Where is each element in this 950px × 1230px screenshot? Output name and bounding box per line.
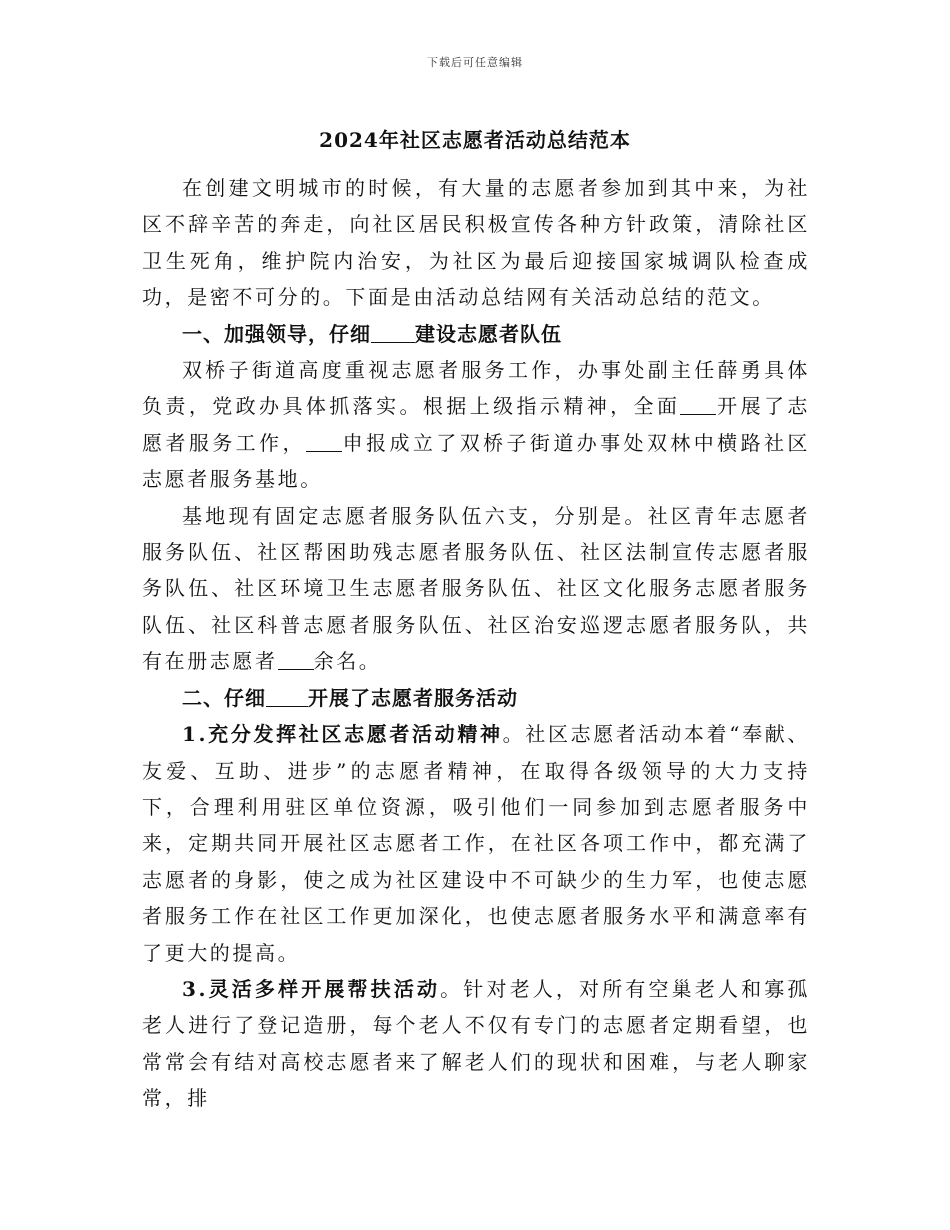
document-title: 2024年社区志愿者活动总结范本 (319, 128, 631, 152)
paragraph-text: 双桥子街道高度重视志愿者服务工作，办事处副主任薛勇具体负责，党政办具体抓落实。根据上级指示精神，全面 (142, 358, 810, 419)
section-2-item-1 (142, 716, 810, 971)
section-1-paragraph-2 (142, 498, 810, 680)
fill-in-blank (680, 394, 716, 415)
item-3-lead: 3.灵活多样开展帮扶活动 (182, 976, 441, 1001)
document-body (142, 170, 810, 1117)
section-1-heading-part-a: 一、加强领导，仔细 (182, 321, 371, 346)
section-2-heading-part-b: 开展了志愿者服务活动 (308, 685, 518, 710)
fill-in-blank (278, 649, 314, 670)
fill-in-blank (266, 686, 308, 707)
paragraph-text: 申报成立了双桥子街道办事处双林中横路社区志愿者服务基地。 (142, 430, 811, 492)
item-3-text: 。针对老人，对所有空巢老人和寡孤老人进行了登记造册，每个老人不仅有专门的志愿者定期看望，也常常会有结对高校志愿者来了解老人们的现状和困难，与老人聊家常，排 (142, 976, 810, 1111)
intro-paragraph: 在创建文明城市的时候，有大量的志愿者参加到其中来，为社区不辞辛苦的奔走，向社区居民积极宣传各种方针政策，清除社区卫生死角，维护院内治安，为社区为最后迎接国家城调队检查成功，是密不可分的。下面是由活动总结网有关活动总结的范文。 (142, 176, 810, 310)
header-note: 下载后可任意编辑 (427, 56, 523, 69)
section-2-item-3 (142, 971, 810, 1117)
section-1-paragraph-1 (142, 352, 810, 498)
fill-in-blank (306, 431, 342, 452)
section-2-heading-part-a: 二、仔细 (182, 685, 266, 710)
item-1-lead: 1.充分发挥社区志愿者活动精神 (182, 722, 503, 747)
paragraph-text: 开展了志愿者服务工作， (142, 394, 810, 455)
paragraph-text: 基地现有固定志愿者服务队伍六支，分别是。社区青年志愿者服务队伍、社区帮困助残志愿者服务队伍、社区法制宣传志愿者服务队伍、社区环境卫生志愿者服务队伍、社区文化服务志愿者服务队伍、社区科普志愿者服务队伍、社区治安巡逻志愿者服务队，共有在册志愿者 (142, 503, 810, 674)
fill-in-blank (371, 322, 415, 343)
section-1-heading (142, 316, 810, 352)
paragraph-text: 余名。 (313, 649, 382, 674)
item-1-text: 。社区志愿者活动本着“奉献、友爱、互助、进步”的志愿者精神，在取得各级领导的大力支持下，合理利用驻区单位资源，吸引他们一同参加到志愿者服务中来，定期共同开展社区志愿者工作，在社区各项工作中，都充满了志愿者的身影，使之成为社区建设中不可缺少的生力军，也使志愿者服务工作在社区工作更加深化，也使志愿者服务水平和满意率有了更大的提高。 (142, 722, 810, 965)
section-2-heading (142, 680, 810, 716)
section-1-heading-part-b: 建设志愿者队伍 (415, 321, 562, 346)
